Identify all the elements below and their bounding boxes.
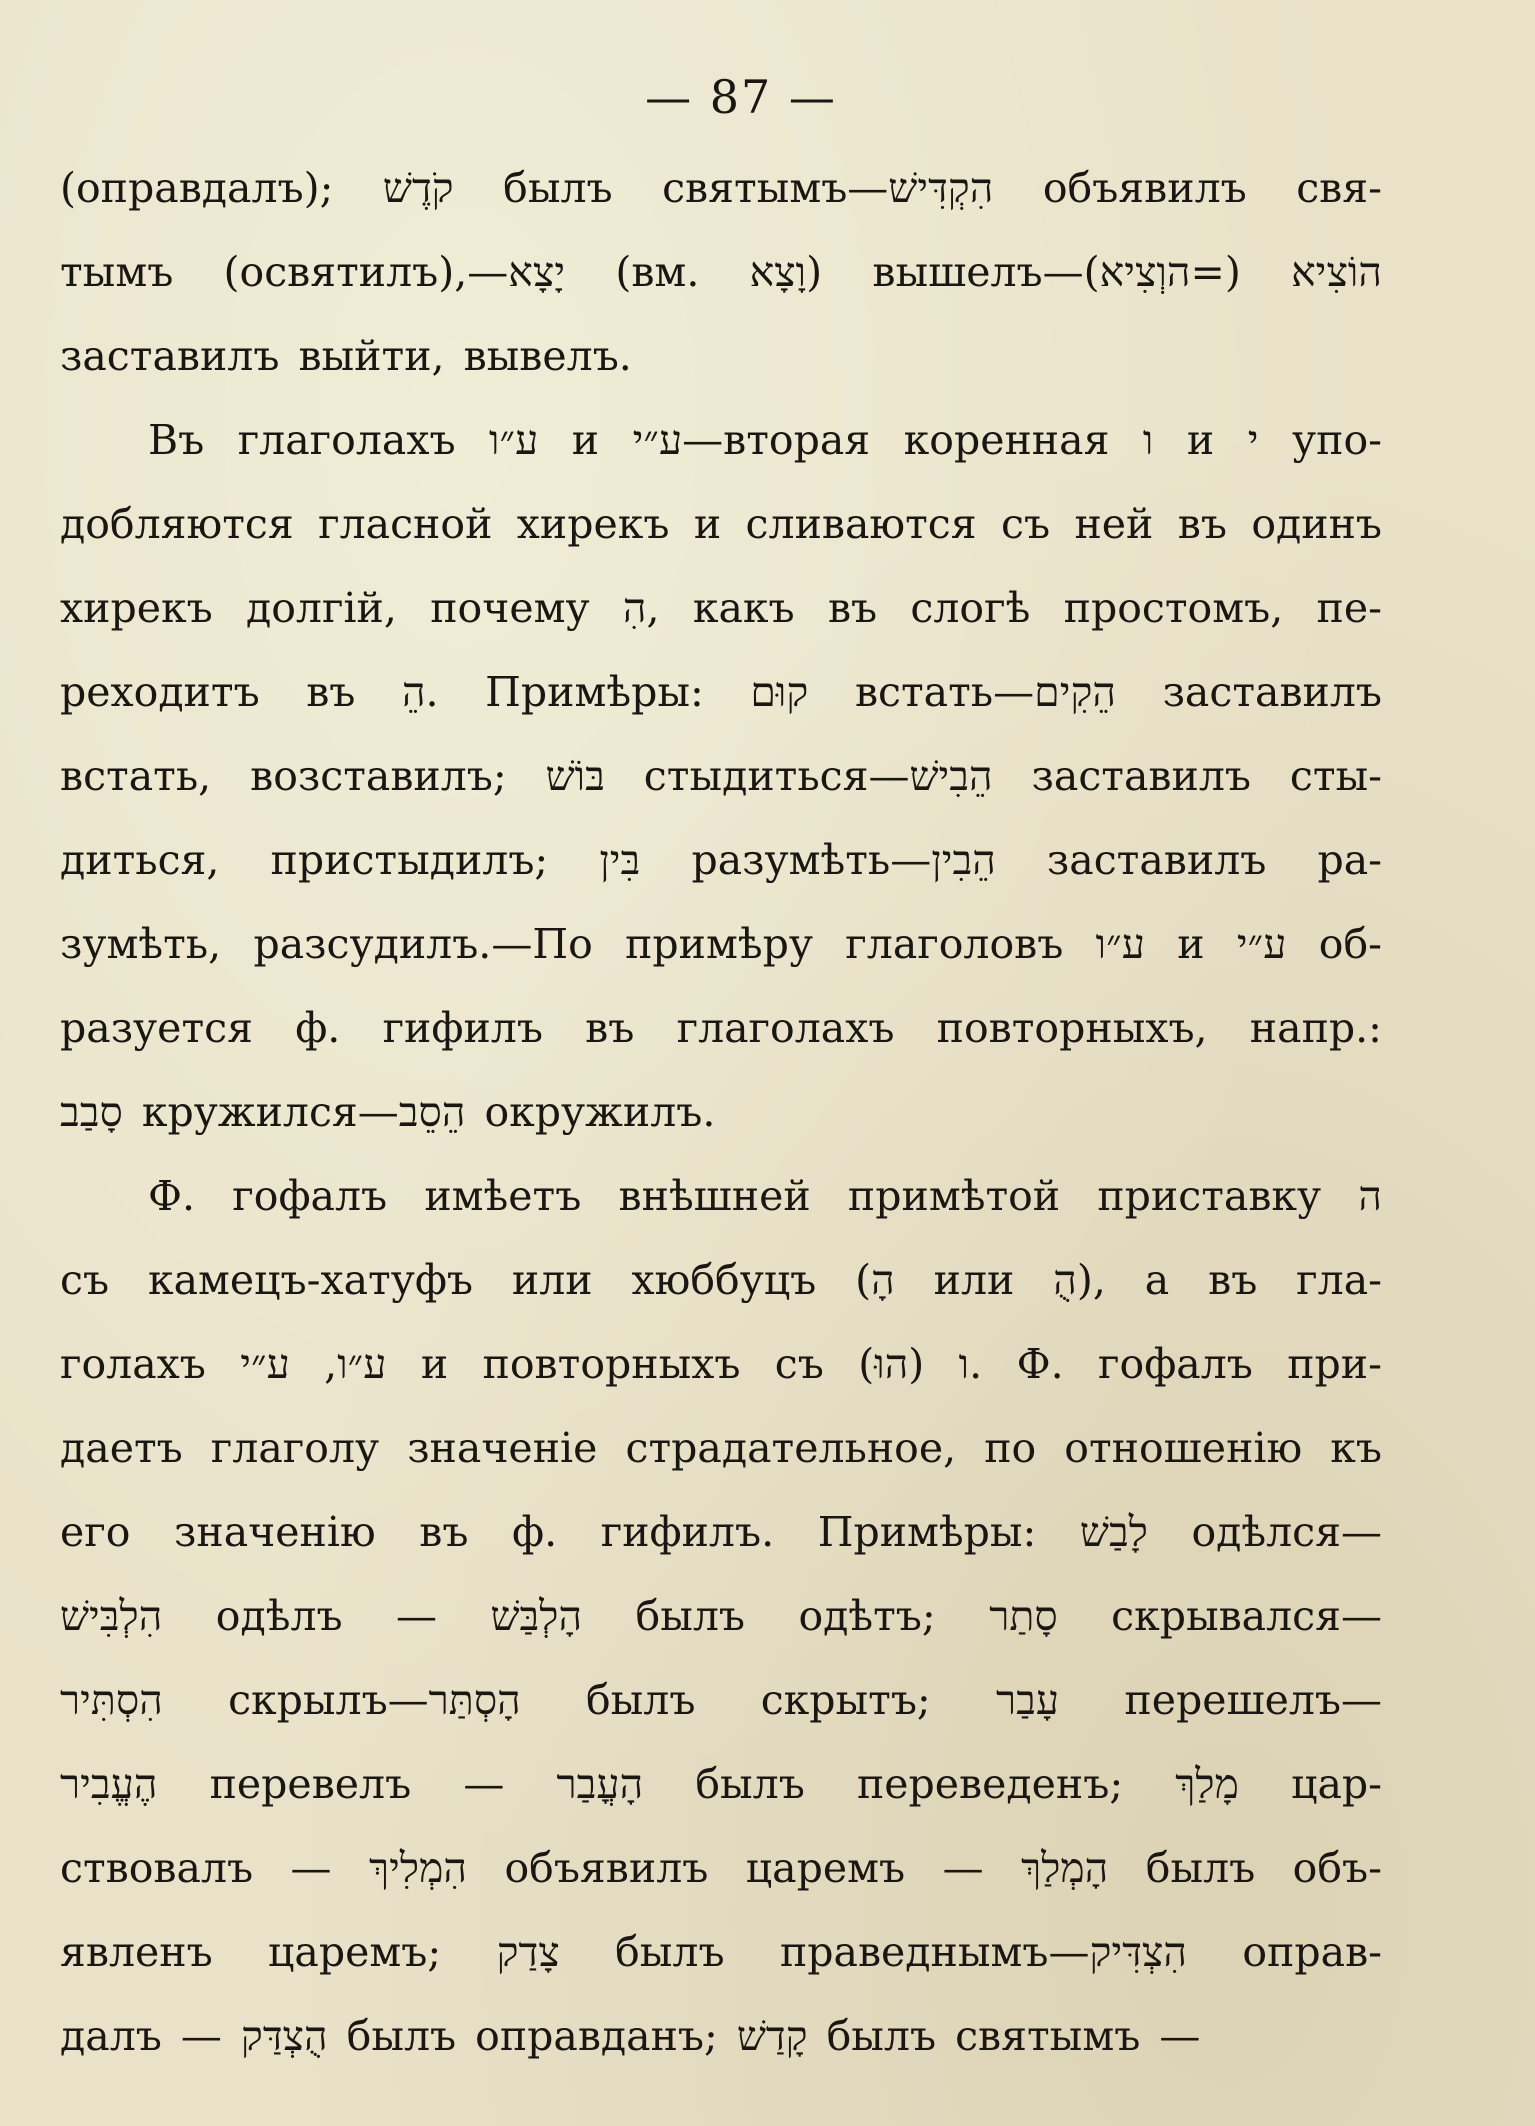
text-line: хирекъ долгій, почему הִ, какъ въ слогѣ простомъ, пе- xyxy=(60,584,1382,632)
text-line: далъ — הֻצְדַּק былъ оправданъ; קָדַשׁ былъ святымъ — xyxy=(60,2012,1201,2060)
paragraph-3 xyxy=(60,1154,1382,2078)
text-line: разуется ф. гифилъ въ глаголахъ повторныхъ, напр.: xyxy=(60,1004,1382,1052)
text-line: явленъ царемъ; צָדַק былъ праведнымъ—הִצְדִּיק оправ- xyxy=(60,1928,1382,1976)
text-line: Въ глаголахъ ע״ו и ע״י—вторая коренная ו и י упо- xyxy=(148,416,1382,464)
text-line: его значенію въ ф. гифилъ. Примѣры: לָבַשׁ одѣлся— xyxy=(60,1508,1382,1556)
text-line: добляются гласной хирекъ и сливаются съ ней въ одинъ xyxy=(60,500,1382,548)
text-line: тымъ (освятилъ),—יָצָא (вм. וָצָא) вышелъ—הוֹצִיא (=הוְצִיא) xyxy=(60,248,1382,296)
text-line: הִלְבִּישׁ одѣлъ — הָלְבַּשׁ былъ одѣтъ; סָתַר скрывался— xyxy=(60,1592,1382,1640)
text-line: голахъ ע״ו, ע״י и повторныхъ съ ו (הוּ). Ф. гофалъ при- xyxy=(60,1340,1382,1388)
text-line: (оправдалъ); קֹדֶשׁ былъ святымъ—הִקְדִּישׁ объявилъ свя- xyxy=(60,164,1382,212)
book-page xyxy=(60,70,1382,2100)
text-line: реходитъ въ הֵ. Примѣры: קוּם встать—הֵקִים заставилъ xyxy=(60,668,1382,716)
text-line: ствовалъ — הִמְלִיךְ объявилъ царемъ — הָמְלַךְ былъ объ- xyxy=(60,1844,1382,1892)
paragraph-2 xyxy=(60,398,1382,1154)
page-number: — 87 — xyxy=(645,70,837,124)
text-line: Ф. гофалъ имѣетъ внѣшней примѣтой приставку ה xyxy=(148,1172,1382,1220)
text-line: диться, пристыдилъ; בִּין разумѣть—הֵבִין заставилъ ра- xyxy=(60,836,1382,884)
text-line: встать, возставилъ; בּוֹשׁ стыдиться—הֵבִישׁ заставилъ сты- xyxy=(60,752,1382,800)
text-line: даетъ глаголу значеніе страдательное, по отношенію къ xyxy=(60,1424,1382,1472)
text-line: הֶעֱבִיר перевелъ — הָעֳבַר былъ переведенъ; מָלַךְ цар- xyxy=(60,1760,1382,1808)
text-line: заставилъ выйти, вывелъ. xyxy=(60,332,632,380)
text-line: הִסְתִּיר скрылъ—הָסְתַּר былъ скрытъ; עָבַר перешелъ— xyxy=(60,1676,1382,1724)
text-line: съ камецъ-хатуфъ или хюббуцъ (הָ или הֻ), а въ гла- xyxy=(60,1256,1382,1304)
paragraph-1 xyxy=(60,146,1382,398)
text-line: סָבַב кружился—הֵסֵב окружилъ. xyxy=(60,1088,716,1136)
text-line: зумѣть, разсудилъ.—По примѣру глаголовъ ע״ו и ע״י об- xyxy=(60,920,1382,968)
